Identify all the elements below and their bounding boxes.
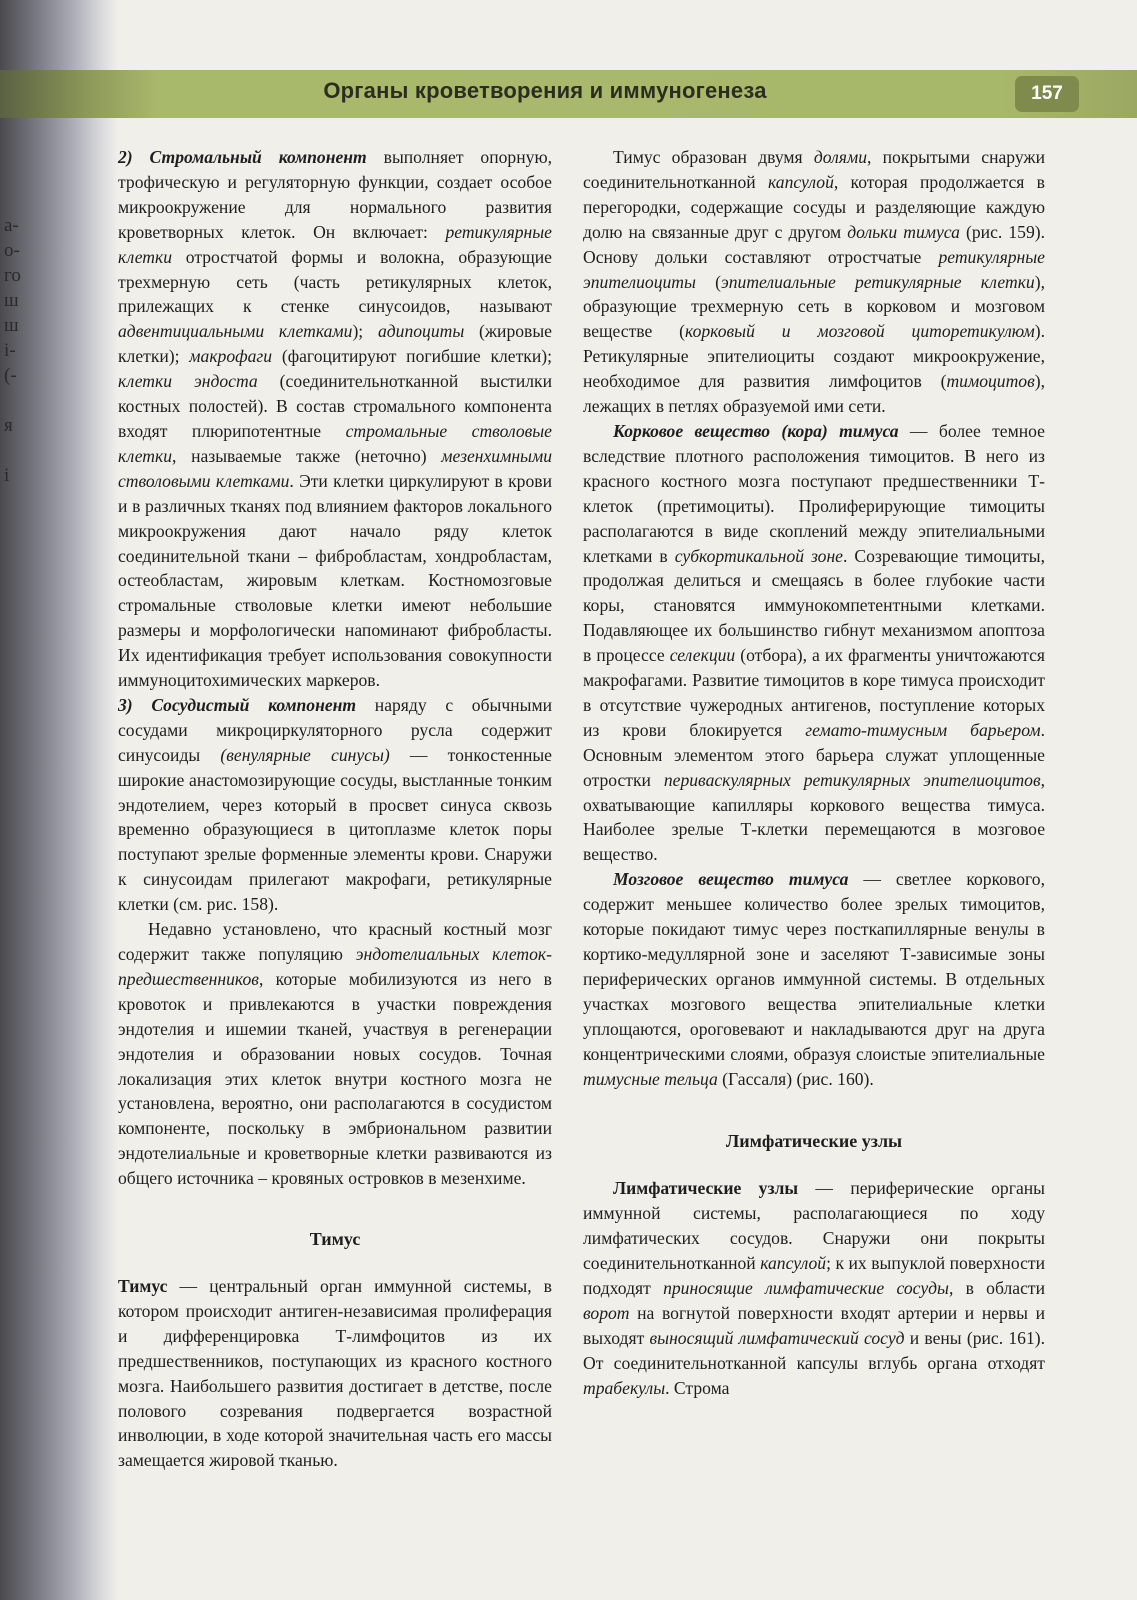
gutter-fragment: ш bbox=[4, 315, 19, 336]
gutter-fragment: (- bbox=[4, 365, 17, 386]
paragraph-vascular-component: 3) Сосудистый компонент наряду с обычными сосудами микроциркуляторного русла содержит синусоиды (венулярные синусы) — тонкостенные широкие анастомозирующие сосуды, выстланные тонким эндотелием, через который в просвет синуса сквозь временно образующиеся в цитоплазме клеток поры поступают зрелые форменные элементы крови. Снаружи к синусоидам прилегают макрофаги, ретикулярные клетки (см. рис. 158). bbox=[118, 694, 552, 915]
paragraph-thymus-medulla: Мозговое вещество тимуса — светлее коркового, содержит меньшее количество более зрелых тимоцитов, которые покидают тимус через посткапиллярные венулы в кортико-медуллярной зоне и заселяют Т-зависимые зоны периферических органов иммунной системы. В отдельных участках мозгового вещества эпителиальные клетки уплощаются, ороговевают и накладываются друг на друга концентрическими слоями, образуя слоистые эпителиальные тимусные тельца (Гассаля) (рис. 160). bbox=[583, 869, 1045, 1089]
book-gutter-shadow bbox=[0, 0, 118, 1600]
gutter-fragment: го bbox=[4, 265, 21, 286]
left-column bbox=[118, 145, 552, 1473]
paragraph-stromal-component: 2) Стромальный компонент выполняет опорную, трофическую и регуляторную функции, создает особое микроокружение для нормального развития кроветворных клеток. Он включает: ретикулярные клетки отростчатой формы и волокна, образующие трехмерную сеть (часть ретикулярных клеток, прилежащих к стенке синусоидов, называют адвентициальными клетками); адипоциты (жировые клетки); макрофаги (фагоцитируют погибшие клетки); клетки эндоста (соединительнотканной выстилки костных полостей). В состав стромального компонента входят плюрипотентные стромальные стволовые клетки, называемые также (неточно) мезенхимными стволовыми клетками. Эти клетки циркулируют в крови и в различных тканях под влиянием факторов локального микроокружения дают начало ряду клеток соединительной ткани – фибробластам, хондробластам, остеобластам, жировым клеткам. Костномозговые стромальные стволовые клетки имеют небольшие размеры и морфологически напоминают фибробласты. Их идентификация требует использования совокупности иммуноцитохимических маркеров. bbox=[118, 147, 553, 691]
gutter-fragment: і bbox=[4, 465, 10, 486]
paragraph-thymus-structure: Тимус образован двумя долями, покрытыми снаружи соединительнотканной капсулой, которая продолжается в перегородки, содержащие сосуды и разделяющие каждую долю на связанные друг с другом дольки тимуса (рис. 159). Основу дольки составляют отростчатые ретикулярные эпителиоциты (эпителиальные ретикулярные клетки), образующие трехмерную сеть в корковом и мозговом веществе (корковый и мозговой циторетикулюм). Ретикулярные эпителиоциты создают микроокружение, необходимое для развития лимфоцитов (тимоцитов), лежащих в петлях образуемой ими сети. bbox=[583, 147, 1045, 417]
paragraph-thymus-cortex: Корковое вещество (кора) тимуса — более темное вследствие плотного расположения тимоцитов. В него из красного костного мозга поступают предшественники Т-клеток (претимоциты). Пролиферирующие тимоциты располагаются в виде скоплений между эпителиальными клетками в субкортикальной зоне. Созревающие тимоциты, продолжая делиться и смещаясь в более глубокие части коры, становятся иммунокомпетентными клетками. Подавляющее их большинство гибнут механизмом апоптоза в процессе селекции (отбора), а их фрагменты уничтожаются макрофагами. Развитие тимоцитов в коре тимуса происходит в отсутствие чужеродных антигенов, поступление которых из крови блокируется гемато-тимусным барьером. Основным элементом этого барьера служат уплощенные отростки периваскулярных ретикулярных эпителиоцитов, охватывающие капилляры коркового вещества тимуса. Наиболее зрелые Т-клетки перемещаются в мозговое вещество. bbox=[583, 420, 1046, 865]
paragraph-endothelial-progenitors: Недавно установлено, что красный костный мозг содержит также популяцию эндотелиальных клеток-предшественников, которые мобилизуются из него в кровоток и привлекаются в участки повреждения эндотелия и ишемии тканей, участвуя в регенерации эндотелия и образовании новых сосудов. Точная локализация этих клеток внутри костного мозга не установлена, вероятно, они располагаются в сосудистом компоненте, поскольку в эмбриональном развитии эндотелиальные и кроветворные клетки развиваются из общего источника – кровяных островков в мезенхиме. bbox=[118, 919, 552, 1189]
gutter-fragment: я bbox=[4, 415, 13, 436]
section-heading-lymph-nodes: Лимфатические узлы bbox=[725, 1131, 903, 1152]
gutter-fragment: ш bbox=[4, 290, 19, 311]
section-heading-thymus: Тимус bbox=[309, 1229, 361, 1250]
chapter-title: Органы кроветворения и иммуногенеза bbox=[323, 78, 767, 103]
page-number: 157 bbox=[1015, 76, 1079, 112]
chapter-header-bar bbox=[0, 70, 1137, 118]
paragraph-lymph-nodes-intro: Лимфатические узлы — периферические органы иммунной системы, располагающиеся по ходу лимфатических сосудов. Снаружи они покрыты соединительнотканной капсулой; к их выпуклой поверхности подходят приносящие лимфатические сосуды, в области ворот на вогнутой поверхности входят артерии и нервы и выходят выносящий лимфатический сосуд и вены (рис. 161). От соединительнотканной капсулы вглубь органа отходят трабекулы. Строма bbox=[583, 1178, 1046, 1398]
paragraph-thymus-intro: Тимус — центральный орган иммунной системы, в котором происходит антиген-независимая пролиферация и дифференцировка Т-лимфоцитов из их предшественников, поступающих из красного костного мозга. Наибольшего развития достигает в детстве, после полового созревания подвергается возрастной инволюции, в ходе которой значительная часть его массы замещается жировой тканью. bbox=[118, 1275, 552, 1471]
gutter-fragment: о- bbox=[4, 240, 20, 261]
gutter-fragment: а- bbox=[4, 215, 19, 236]
gutter-fragment: і- bbox=[4, 340, 16, 361]
right-column bbox=[583, 145, 1045, 1401]
